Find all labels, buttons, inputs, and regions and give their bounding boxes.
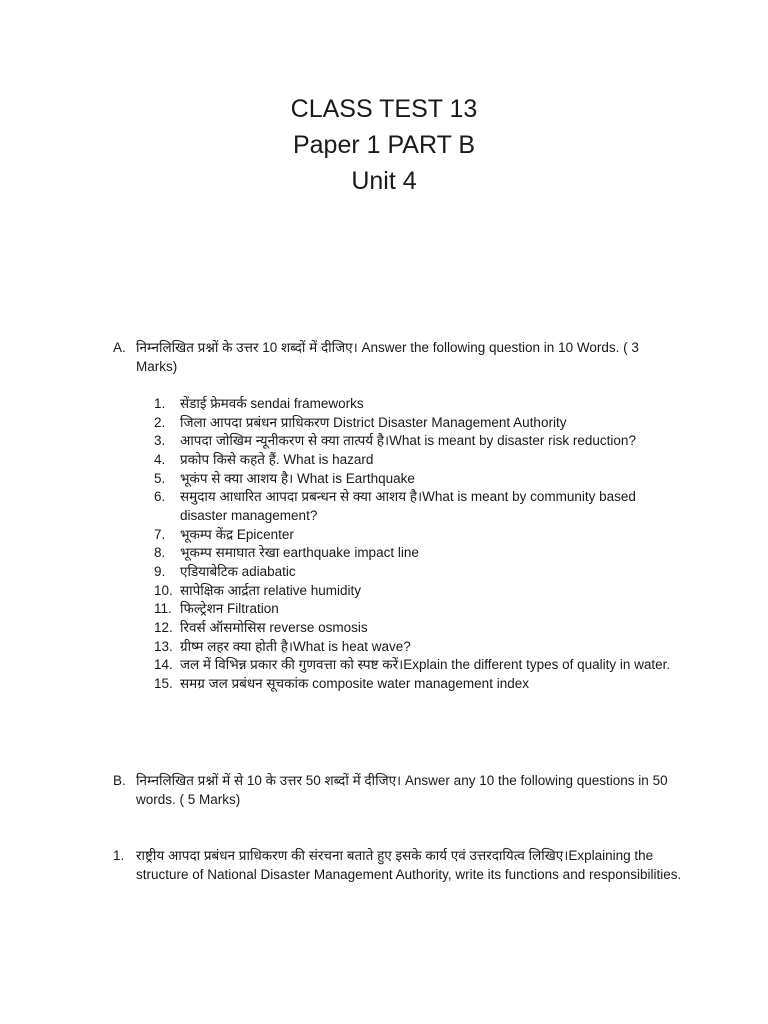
list-item: [154, 544, 674, 563]
question-text: सेंडाई फ्रेमवर्क sendai frameworks: [180, 396, 364, 411]
list-item: [154, 395, 674, 414]
question-number: 11.: [154, 601, 172, 617]
question-number: 9.: [154, 563, 166, 579]
section-b-instruction-row: [113, 771, 683, 809]
list-item: [154, 675, 674, 694]
question-text: आपदा जोखिम न्यूनीकरण से क्या तात्पर्य है।What is meant by disaster risk reduction?: [180, 433, 636, 449]
section-b-question-1: [113, 846, 683, 884]
question-text: एडियाबेटिक adiabatic: [180, 563, 296, 579]
section-b: [113, 771, 683, 809]
question-text: प्रकोप किसे कहते हैं. What is hazard: [180, 451, 374, 467]
title-class-test: CLASS TEST 13: [290, 95, 478, 123]
section-b-question-1-row: [113, 846, 683, 884]
list-item: [154, 600, 674, 619]
section-b-marker: B.: [113, 773, 126, 788]
list-item: [154, 451, 674, 470]
list-item: [154, 470, 674, 489]
question-number: 1.: [154, 396, 166, 411]
list-item: [154, 526, 674, 545]
question-text: जल में विभिन्न प्रकार की गुणवत्ता को स्पष्ट करें।Explain the different types of quality in water.: [180, 657, 671, 673]
question-text: रिवर्स ऑसमोसिस reverse osmosis: [180, 619, 368, 635]
list-item: [154, 563, 674, 582]
section-b-question-1-marker: 1.: [113, 848, 125, 863]
question-number: 4.: [154, 451, 166, 467]
list-item: [154, 619, 674, 638]
question-text: भूकम्प समाघात रेखा earthquake impact line: [180, 545, 419, 561]
question-number: 5.: [154, 470, 166, 486]
question-number: 10.: [154, 582, 173, 598]
question-number: 14.: [154, 657, 173, 673]
list-item: [154, 432, 674, 451]
list-item: [154, 488, 674, 525]
question-text: भूकम्प केंद्र Epicenter: [180, 526, 294, 542]
list-item: [154, 638, 674, 657]
question-text: समग्र जल प्रबंधन सूचकांक composite water management index: [180, 675, 529, 691]
section-a-question-list: [154, 395, 674, 694]
question-number: 3.: [154, 433, 166, 449]
question-text: फिल्ट्रेशन Filtration: [180, 601, 279, 617]
title-paper: Paper 1 PART B: [292, 131, 476, 159]
section-b-question-1-text: राष्ट्रीय आपदा प्रबंधन प्राधिकरण की संरचना बताते हुए इसके कार्य एवं उत्तरदायित्व लिखिए।Explaining the structure of National Disaster Management Authority, write its functions and responsibilities.: [136, 848, 682, 882]
list-item: [154, 582, 674, 601]
section-a-instruction-row: [113, 338, 683, 376]
question-number: 6.: [154, 489, 166, 505]
list-item: [154, 414, 674, 433]
section-a-marker: A.: [113, 340, 126, 355]
section-b-instruction: निम्नलिखित प्रश्नों में से 10 के उत्तर 50 शब्दों में दीजिए। Answer any 10 the following questions in 50 words. ( 5 Marks): [136, 773, 668, 807]
question-text: ग्रीष्म लहर क्या होती है।What is heat wave?: [180, 638, 411, 654]
section-a-instruction: निम्नलिखित प्रश्नों के उत्तर 10 शब्दों में दीजिए। Answer the following question in 10 Words. ( 3 Marks): [136, 340, 639, 374]
question-number: 7.: [154, 526, 166, 542]
question-number: 12.: [154, 619, 173, 635]
question-text: सापेक्षिक आर्द्रता relative humidity: [180, 582, 362, 598]
question-text: समुदाय आधारित आपदा प्रबन्धन से क्या आशय है।What is meant by community based disaster management?: [180, 489, 636, 523]
question-number: 8.: [154, 545, 166, 561]
question-number: 2.: [154, 414, 166, 430]
title-unit: Unit 4: [351, 167, 417, 195]
question-number: 15.: [154, 675, 173, 691]
question-text: जिला आपदा प्रबंधन प्राधिकरण District Disaster Management Authority: [180, 414, 567, 430]
title-block: [0, 91, 768, 199]
list-item: [154, 656, 674, 675]
question-text: भूकंप से क्या आशय है। What is Earthquake: [180, 470, 415, 486]
question-number: 13.: [154, 638, 173, 654]
section-a: [113, 338, 683, 376]
